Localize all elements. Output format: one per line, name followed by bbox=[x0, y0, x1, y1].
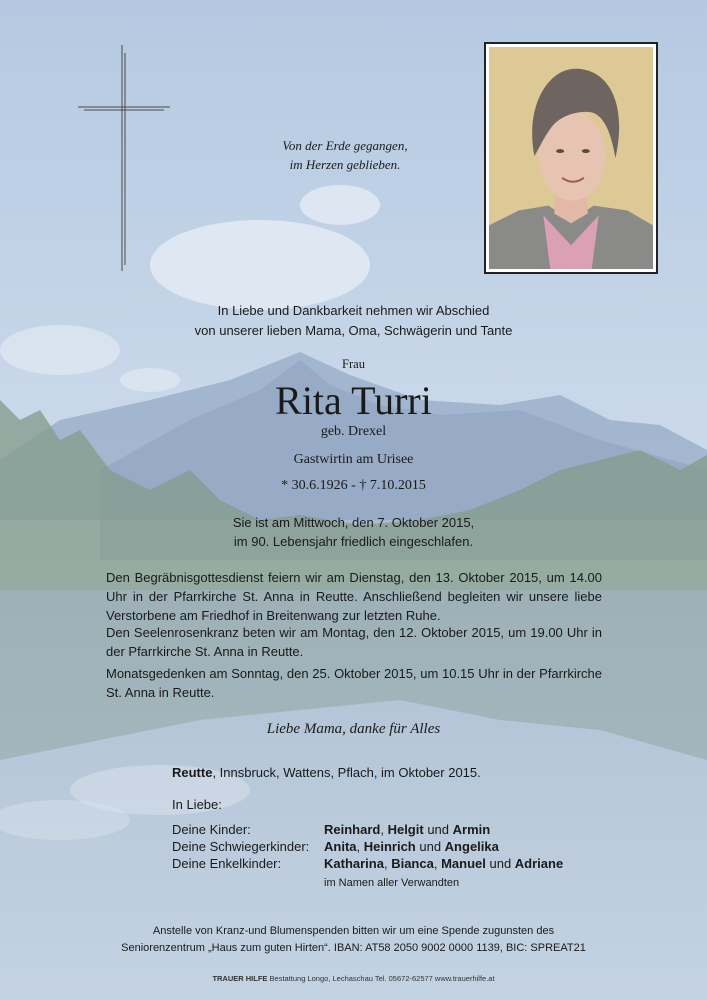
family-member-name: Manuel bbox=[441, 856, 486, 871]
family-member-name: Heinrich bbox=[363, 839, 416, 854]
occupation: Gastwirtin am Urisee bbox=[293, 452, 414, 467]
family-names-in-laws bbox=[324, 839, 624, 854]
footer-text: Bestattung Longo, Lechaschau Tel. 05672-62577 www.trauerhilfe.at bbox=[267, 974, 495, 983]
family-member-name: Adriane bbox=[514, 856, 564, 871]
name-separator: und bbox=[485, 856, 515, 871]
family-member-name: Bianca bbox=[391, 856, 434, 871]
life-dates: * 30.6.1926 - † 7.10.2015 bbox=[281, 478, 426, 493]
family-names-grandchildren bbox=[324, 856, 624, 871]
family-member-name: Armin bbox=[452, 822, 491, 837]
family-names-children bbox=[324, 822, 624, 837]
birth-name: geb. Drexel bbox=[320, 424, 387, 439]
family-member-name: Helgit bbox=[387, 822, 424, 837]
passing-text bbox=[170, 513, 537, 551]
family-label-grandchildren: Deine Enkelkinder: bbox=[172, 856, 282, 871]
family-label-in-laws: Deine Schwiegerkinder: bbox=[172, 839, 310, 854]
intro-line-1: In Liebe und Dankbarkeit nehmen wir Abschied bbox=[217, 303, 490, 318]
place-date-line bbox=[172, 765, 572, 780]
family-member-name: Angelika bbox=[444, 839, 499, 854]
name-separator: , bbox=[380, 822, 388, 837]
name-separator: , bbox=[383, 856, 392, 871]
place-bold: Reutte bbox=[172, 765, 213, 780]
memorial-paragraph: Monatsgedenken am Sonntag, den 25. Oktober 2015, um 10.15 Uhr in der Pfarrkirche St. Anna in Reutte. bbox=[106, 666, 602, 700]
family-member-name: Anita bbox=[324, 839, 357, 854]
name-separator: , bbox=[433, 856, 442, 871]
passing-line-2: im 90. Lebensjahr friedlich eingeschlafen. bbox=[233, 534, 474, 549]
motto bbox=[250, 136, 440, 174]
rosary-paragraph: Den Seelenrosenkranz beten wir am Montag, den 12. Oktober 2015, um 19.00 Uhr in der Pfarrkirche St. Anna in Reutte. bbox=[106, 625, 602, 659]
deceased-name: Rita Turri bbox=[275, 378, 432, 423]
name-separator: und bbox=[423, 822, 453, 837]
in-love-label: In Liebe: bbox=[172, 797, 222, 812]
portrait-photo bbox=[489, 47, 653, 269]
portrait-frame bbox=[484, 42, 658, 274]
cross-icon bbox=[78, 45, 170, 271]
place-rest: , Innsbruck, Wattens, Pflach, im Oktober 2015. bbox=[212, 765, 481, 780]
family-member-name: Katharina bbox=[324, 856, 384, 871]
thanks-line: Liebe Mama, danke für Alles bbox=[266, 721, 441, 737]
motto-line-2: im Herzen geblieben. bbox=[289, 157, 401, 172]
name-separator: , bbox=[356, 839, 364, 854]
salutation: Frau bbox=[342, 357, 365, 371]
donation-note bbox=[100, 923, 607, 957]
intro-text bbox=[110, 301, 597, 341]
motto-line-1: Von der Erde gegangen, bbox=[282, 138, 408, 153]
intro-line-2: von unserer lieben Mama, Oma, Schwägerin und Tante bbox=[194, 323, 513, 338]
family-label-children: Deine Kinder: bbox=[172, 822, 251, 837]
name-separator: und bbox=[415, 839, 445, 854]
footer-brand: TRAUER HILFE bbox=[212, 974, 268, 983]
family-member-name: Reinhard bbox=[324, 822, 381, 837]
relatives-line: im Namen aller Verwandten bbox=[324, 877, 460, 889]
donation-line-1: Anstelle von Kranz-und Blumenspenden bitten wir um eine Spende zugunsten des bbox=[152, 925, 555, 937]
funeral-service-paragraph: Den Begräbnisgottesdienst feiern wir am Dienstag, den 13. Oktober 2015, um 14.00 Uhr in der Pfarrkirche St. Anna in Reutte. Anschließend begleiten wir unsere liebe Verstorbene am Friedhof in Breitenwang zur letzten Ruhe. bbox=[106, 570, 602, 623]
donation-line-2: Seniorenzentrum „Haus zum guten Hirten“. IBAN: AT58 2050 9002 0000 1139, BIC: SPREAT21 bbox=[121, 942, 586, 954]
passing-line-1: Sie ist am Mittwoch, den 7. Oktober 2015, bbox=[232, 515, 475, 530]
footer-imprint bbox=[120, 974, 587, 983]
